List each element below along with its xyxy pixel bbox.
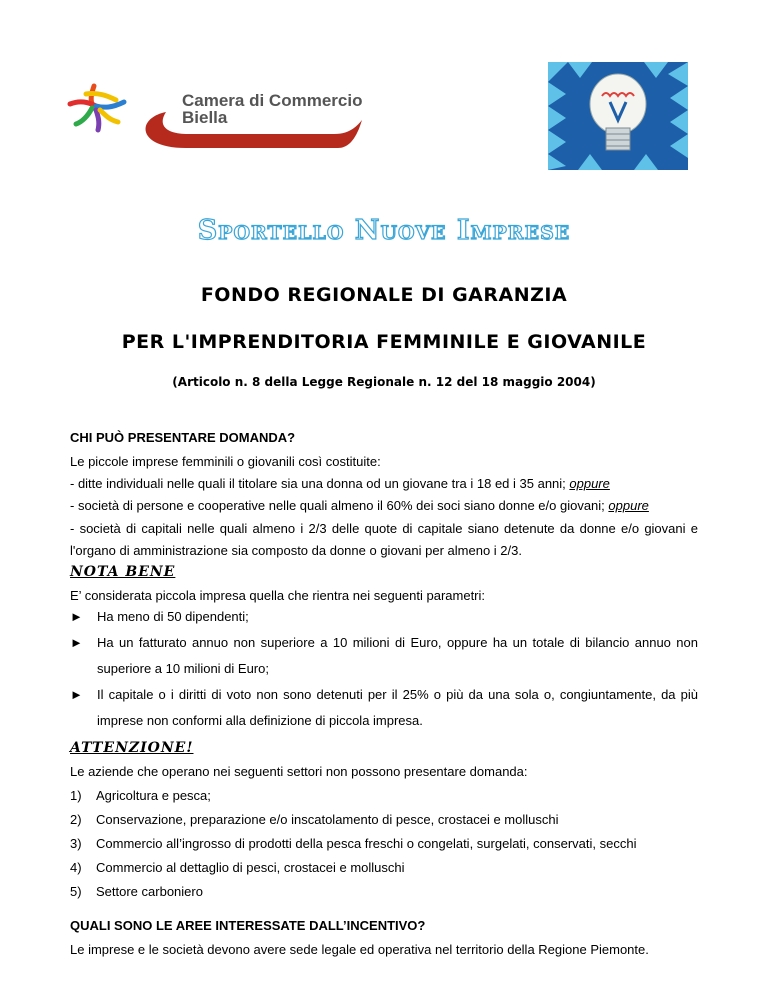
item1-or: oppure — [569, 476, 610, 491]
list-number: 3) — [70, 836, 82, 851]
list-item — [70, 810, 698, 830]
chamber-logo — [66, 78, 366, 158]
list-text: Settore carboniero — [96, 884, 203, 899]
list-text: Commercio all’ingrosso di prodotti della pesca freschi o congelati, surgelati, conservati, secchi — [96, 836, 637, 851]
bullet-arrow-icon: ► — [70, 687, 83, 702]
fund-title-line2: PER L'IMPRENDITORIA FEMMINILE E GIOVANILE — [121, 331, 647, 353]
list-item — [70, 834, 698, 854]
nota-bene-bullet-2 — [70, 630, 698, 682]
attenzione-intro: Le aziende che operano nei seguenti settori non possono presentare domanda: — [70, 764, 528, 779]
list-item — [70, 858, 698, 878]
item2-text: - società di persone e cooperative nelle quali almeno il 60% dei soci siano donne e/o giovani; — [70, 498, 609, 513]
item2-or: oppure — [608, 498, 649, 513]
list-text: Conservazione, preparazione e/o inscatolamento di pesce, crostacei e molluschi — [96, 812, 559, 827]
nota-bene-bullet-1 — [70, 604, 698, 630]
nota-bene-bullet-3 — [70, 682, 698, 734]
bullet-text: Ha meno di 50 dipendenti; — [97, 609, 249, 624]
section-areas-heading: QUALI SONO LE AREE INTERESSATE DALL’INCENTIVO? — [70, 918, 426, 933]
list-item — [70, 882, 698, 902]
lightbulb-icon — [548, 62, 688, 170]
list-number: 1) — [70, 788, 82, 803]
section-areas-text: Le imprese e le società devono avere sede legale ed operativa nel territorio della Regione Piemonte. — [70, 942, 649, 957]
fund-title-line1: FONDO REGIONALE DI GARANZIA — [200, 284, 568, 306]
office-title: Sportello Nuove Imprese — [197, 215, 571, 246]
bullet-text: Il capitale o i diritti di voto non sono detenuti per il 25% o più da una sola o, congiuntamente, da più imprese non conformi alla definizione di piccola impresa. — [97, 687, 698, 728]
attenzione-heading: ATTENZIONE! — [70, 740, 194, 756]
org-name-line1: Camera di Commercio — [182, 91, 363, 110]
list-number: 2) — [70, 812, 82, 827]
nota-bene-intro: E’ considerata piccola impresa quella che rientra nei seguenti parametri: — [70, 588, 486, 603]
bullet-arrow-icon: ► — [70, 635, 83, 650]
section-who-item1 — [70, 474, 698, 494]
org-name-line2: Biella — [182, 108, 228, 127]
section-who-heading: CHI PUÒ PRESENTARE DOMANDA? — [70, 430, 296, 445]
bullet-text: Ha un fatturato annuo non superiore a 10 milioni di Euro, oppure ha un totale di bilancio annuo non superiore a 10 milioni di Euro; — [97, 635, 698, 676]
section-who-item2 — [70, 496, 698, 516]
list-number: 5) — [70, 884, 82, 899]
item1-text: - ditte individuali nelle quali il titolare sia una donna od un giovane tra i 18 ed i 35 anni; — [70, 476, 570, 491]
section-who-intro: Le piccole imprese femminili o giovanili così costituite: — [70, 454, 381, 469]
list-text: Commercio al dettaglio di pesci, crostacei e molluschi — [96, 860, 405, 875]
nota-bene-heading: NOTA BENE — [70, 564, 176, 580]
law-reference: (Articolo n. 8 della Legge Regionale n. 12 del 18 maggio 2004) — [172, 375, 596, 389]
bullet-arrow-icon: ► — [70, 609, 83, 624]
list-text: Agricoltura e pesca; — [96, 788, 211, 803]
list-item — [70, 786, 698, 806]
section-who-item3: - società di capitali nelle quali almeno i 2/3 delle quote di capitale siano detenute da donne e/o giovani e l'organo di amministrazione sia composto da donne o giovani per almeno i 2/3. — [70, 521, 698, 558]
list-number: 4) — [70, 860, 82, 875]
